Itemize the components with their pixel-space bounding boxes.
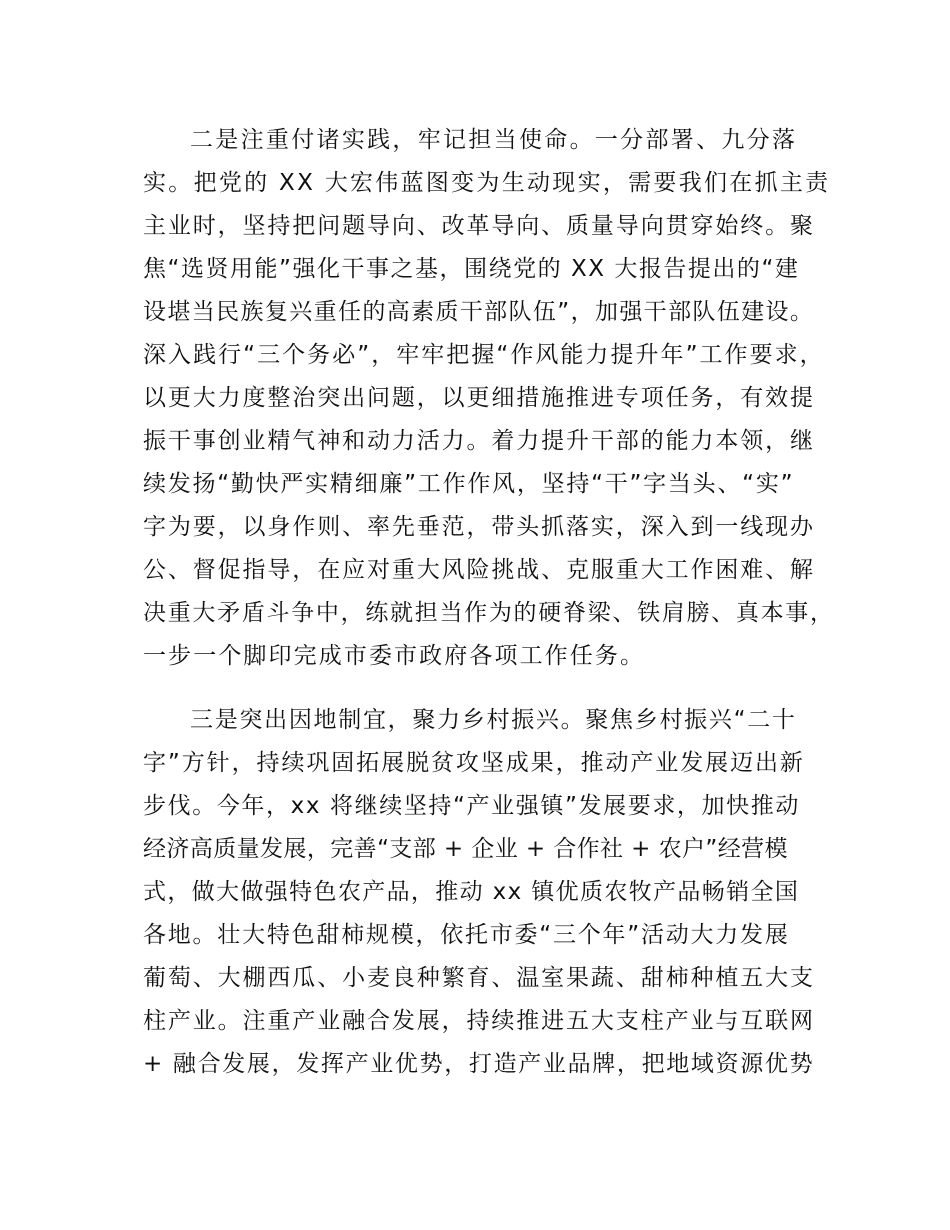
text-line: 一步一个脚印完成市委市政府各项工作任务。 (143, 643, 646, 669)
text-line: 决重大矛盾斗争中，练就担当作为的硬脊梁、铁肩膀、真本事， (143, 600, 835, 626)
text-line: 深入践行“三个务必”，牢牢把握“作风能力提升年”工作要求， (143, 342, 825, 368)
text-line: 主业时，坚持把问题导向、改革导向、质量导向贯穿始终。聚 (143, 213, 815, 239)
text-line: 焦“选贤用能”强化干事之基，围绕党的 XX 大报告提出的“建 (143, 256, 800, 282)
text-line: 公、督促指导，在应对重大风险挑战、克服重大工作困难、解 (143, 557, 815, 583)
text-line: 设堪当民族复兴重任的高素质干部队伍”，加强干部队伍建设。 (143, 299, 815, 325)
text-line: 字为要，以身作则、率先垂范，带头抓落实，深入到一线现办 (143, 514, 815, 540)
text-line: 续发扬“勤快严实精细廉”工作作风，坚持“干”字当头、“实” (143, 471, 795, 497)
text-line: 以更大力度整治突出问题，以更细措施推进专项任务，有效提 (143, 385, 815, 411)
text-line: 经济高质量发展，完善“支部 + 企业 + 合作社 + 农户”经营模 (143, 836, 788, 862)
text-line: 三是突出因地制宜，聚力乡村振兴。聚焦乡村振兴“二十 (190, 707, 797, 733)
text-line: 各地。壮大特色甜柿规模，依托市委“三个年”活动大力发展 (143, 922, 790, 948)
text-line: 柱产业。注重产业融合发展，持续推进五大支柱产业与互联网 (143, 1008, 815, 1034)
text-line: 式，做大做强特色农产品，推动 xx 镇优质农牧产品畅销全国 (143, 879, 800, 905)
text-line: 二是注重付诸实践，牢记担当使命。一分部署、九分落 (190, 127, 798, 153)
text-line: 葡萄、大棚西瓜、小麦良种繁育、温室果蔬、甜柿种植五大支 (143, 965, 815, 991)
text-line: 实。把党的 XX 大宏伟蓝图变为生动现实，需要我们在抓主责 (143, 170, 831, 196)
text-line: + 融合发展，发挥产业优势，打造产业品牌，把地域资源优势 (143, 1051, 815, 1077)
text-line: 字”方针，持续巩固拓展脱贫攻坚成果，推动产业发展迈出新 (143, 750, 805, 776)
text-line: 步伐。今年，xx 将继续坚持“产业强镇”发展要求，加快推动 (143, 793, 800, 819)
text-line: 振干事创业精气神和动力活力。着力提升干部的能力本领，继 (143, 428, 815, 454)
